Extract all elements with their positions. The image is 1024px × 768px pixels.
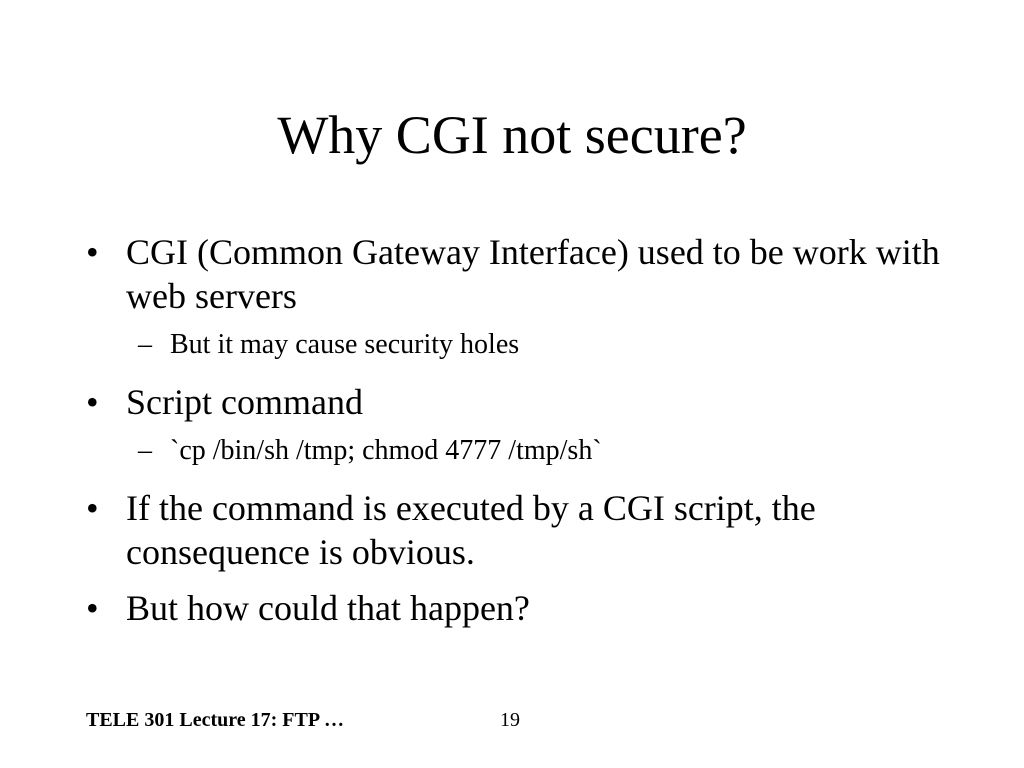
sub-bullet-item — [86, 434, 966, 468]
bullet-item — [86, 380, 966, 424]
footer-title: TELE 301 Lecture 17: FTP … — [86, 709, 344, 731]
sub-bullet-marker: – — [138, 329, 152, 360]
bullet-marker: • — [86, 488, 99, 528]
sub-bullet-marker: – — [138, 435, 152, 466]
bullet-marker: • — [86, 588, 99, 628]
bullet-marker: • — [86, 382, 99, 422]
bullet-marker: • — [86, 232, 99, 272]
slide-title: Why CGI not secure? — [277, 105, 747, 165]
bullet-text: But how could that happen? — [126, 588, 530, 628]
sub-bullet-text: But it may cause security holes — [170, 329, 520, 360]
bullet-text: Script command — [126, 382, 363, 422]
bullet-text: CGI (Common Gateway Interface) used to be work with web servers — [126, 232, 940, 316]
sub-bullet-item — [86, 328, 966, 362]
page-number: 19 — [500, 709, 520, 731]
sub-bullet-text: `cp /bin/sh /tmp; chmod 4777 /tmp/sh` — [170, 435, 602, 466]
bullet-item — [86, 586, 966, 630]
bullet-list — [86, 230, 966, 642]
bullet-text: If the command is executed by a CGI script, the consequence is obvious. — [126, 488, 816, 572]
bullet-item — [86, 230, 966, 318]
bullet-item — [86, 486, 966, 574]
